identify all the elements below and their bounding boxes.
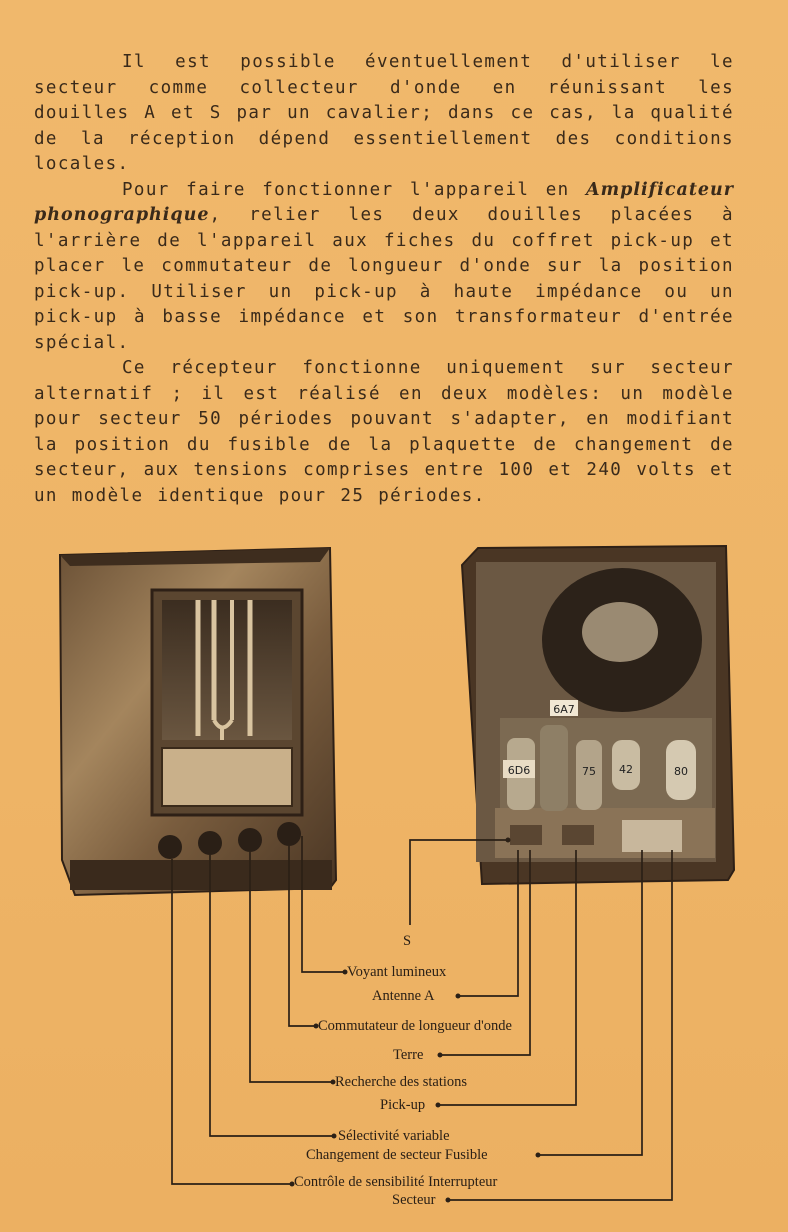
amplificateur-term: Amplificateur phonographique <box>34 179 734 225</box>
paragraph-2-start: Pour faire fonctionner l'appareil en <box>122 179 587 200</box>
paragraph-1: Il est possible éventuellement d'utiliser le secteur comme collecteur d'onde en réunissant les douilles A et S par un cavalier; dans ce cas, la qualité de la réception dépend essentiellement des conditions locales. <box>34 52 734 174</box>
label-secteur: Secteur <box>392 1192 436 1208</box>
label-controle: Contrôle de sensibilité Interrupteur <box>294 1174 498 1190</box>
label-recherche: Recherche des stations <box>335 1074 468 1090</box>
label-s: S <box>403 933 412 949</box>
radio-front-photo <box>60 548 336 895</box>
tube-label-80: 80 <box>674 765 688 778</box>
paragraph-2-end: , relier les deux douilles placées à l'arrière de l'appareil aux fiches du coffret pick-up et placer le commutateur de longueur d'onde sur la position pick-up. Utiliser un pick-up à haute impédance ou un pick-up à basse impédance et son transformateur d'entrée spécial. <box>34 205 734 353</box>
label-selectivite: Sélectivité variable <box>338 1128 450 1144</box>
radio-rear-photo <box>462 546 734 884</box>
tube-label-6a7: 6A7 <box>553 703 575 716</box>
label-commutateur: Commutateur de longueur d'onde <box>318 1018 512 1034</box>
label-voyant: Voyant lumineux <box>347 964 447 980</box>
label-terre: Terre <box>393 1047 424 1063</box>
label-antenne: Antenne A <box>372 988 435 1004</box>
tube-label-6d6: 6D6 <box>507 764 531 777</box>
label-changement: Changement de secteur Fusible <box>306 1147 488 1163</box>
tube-label-42: 42 <box>619 763 633 776</box>
paragraph-3: Ce récepteur fonctionne uniquement sur secteur alternatif ; il est réalisé en deux modèles: un modèle pour secteur 50 périodes pouvant s'adapter, en modifiant la position du fusible de la plaquette de changement de secteur, aux tensions comprises entre 100 et 240 volts et un modèle identique pour 25 périodes. <box>34 358 734 506</box>
label-pickup: Pick-up <box>380 1097 426 1113</box>
tube-label-75: 75 <box>582 765 596 778</box>
